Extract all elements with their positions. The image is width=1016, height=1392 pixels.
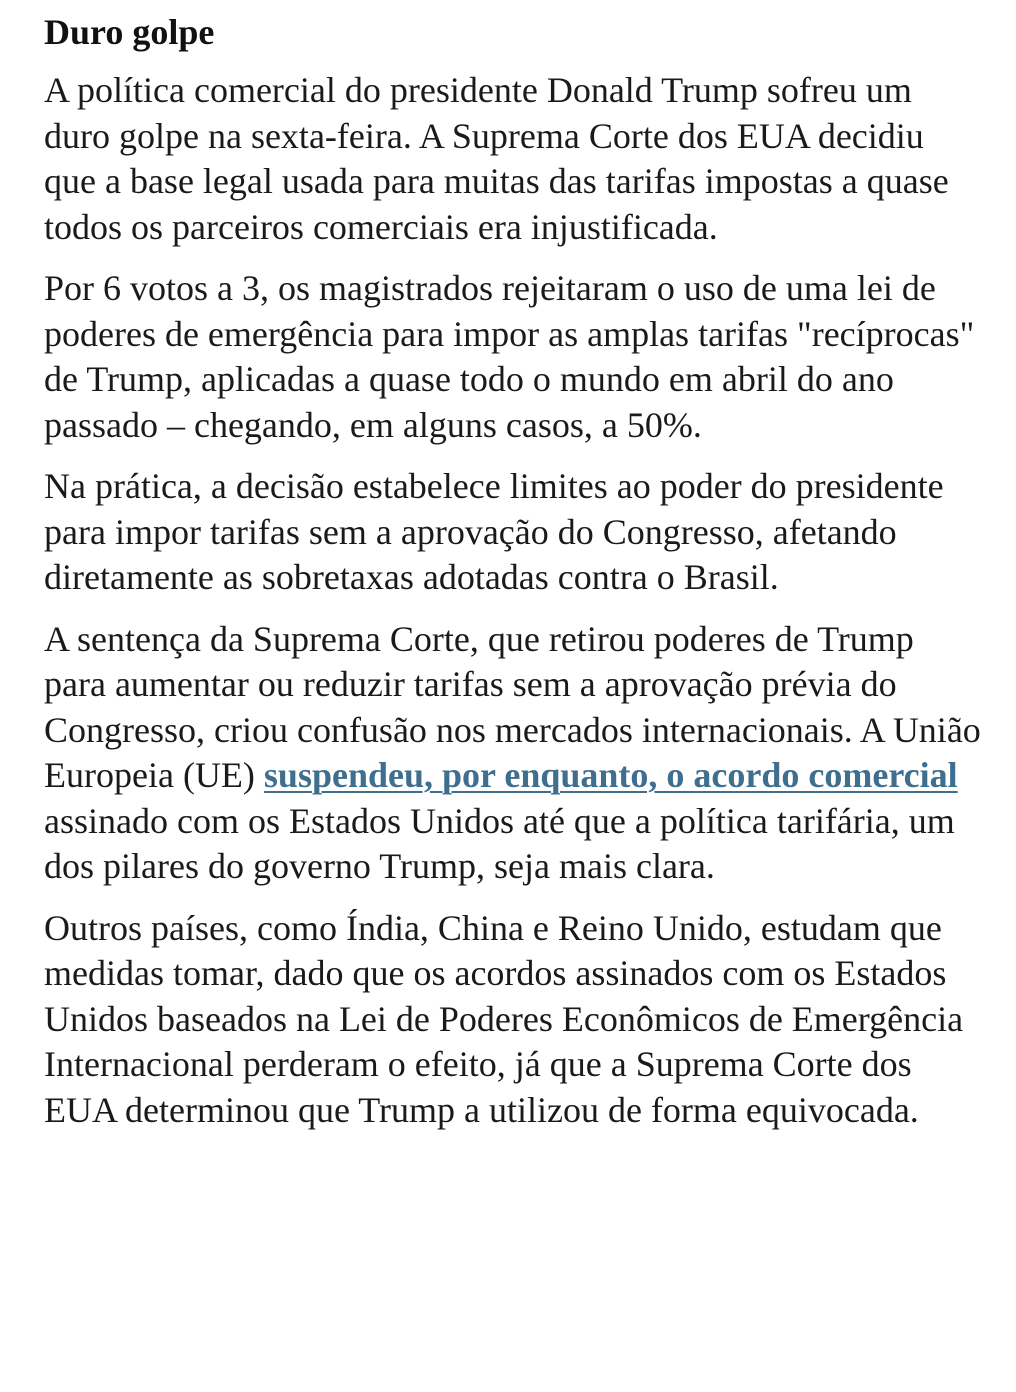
section-heading: Duro golpe (44, 12, 215, 52)
paragraph-5: Outros países, como Índia, China e Reino Unido, estudam que medidas tomar, dado que os acordos assinados com os Estados Unidos baseados na Lei de Poderes Econômicos de Emergência Internacional perderam o efeito, já que a Suprema Corte dos EUA determinou que Trump a utilizou de forma equivocada. (44, 907, 964, 1130)
paragraph-1: A política comercial do presidente Donald Trump sofreu um duro golpe na sexta-feira. A Suprema Corte dos EUA decidiu que a base legal usada para muitas das tarifas impostas a quase todos os parceiros comerciais era injustificada. (44, 70, 949, 247)
eu-agreement-link[interactable]: suspendeu, por enquanto, o acordo comercial (263, 755, 958, 795)
paragraph-4 (44, 617, 984, 890)
paragraph-2: Por 6 votos a 3, os magistrados rejeitaram o uso de uma lei de poderes de emergência para impor as amplas tarifas "recíprocas" de Trump, aplicadas a quase todo o mundo em abril do ano passado – chegando, em alguns casos, a 50%. (44, 268, 975, 445)
article-body (44, 8, 984, 1149)
paragraph-4-text-before: A sentença da Suprema Corte, que retirou poderes de Trump para aumentar ou reduzir tarifas sem a aprovação prévia do Congresso, criou confusão nos mercados internacionais. A União Europeia (UE) (44, 618, 981, 795)
paragraph-3: Na prática, a decisão estabelece limites ao poder do presidente para impor tarifas sem a aprovação do Congresso, afetando diretamente as sobretaxas adotadas contra o Brasil. (44, 466, 944, 597)
paragraph-4-text-after: assinado com os Estados Unidos até que a política tarifária, um dos pilares do governo Trump, seja mais clara. (44, 800, 955, 886)
